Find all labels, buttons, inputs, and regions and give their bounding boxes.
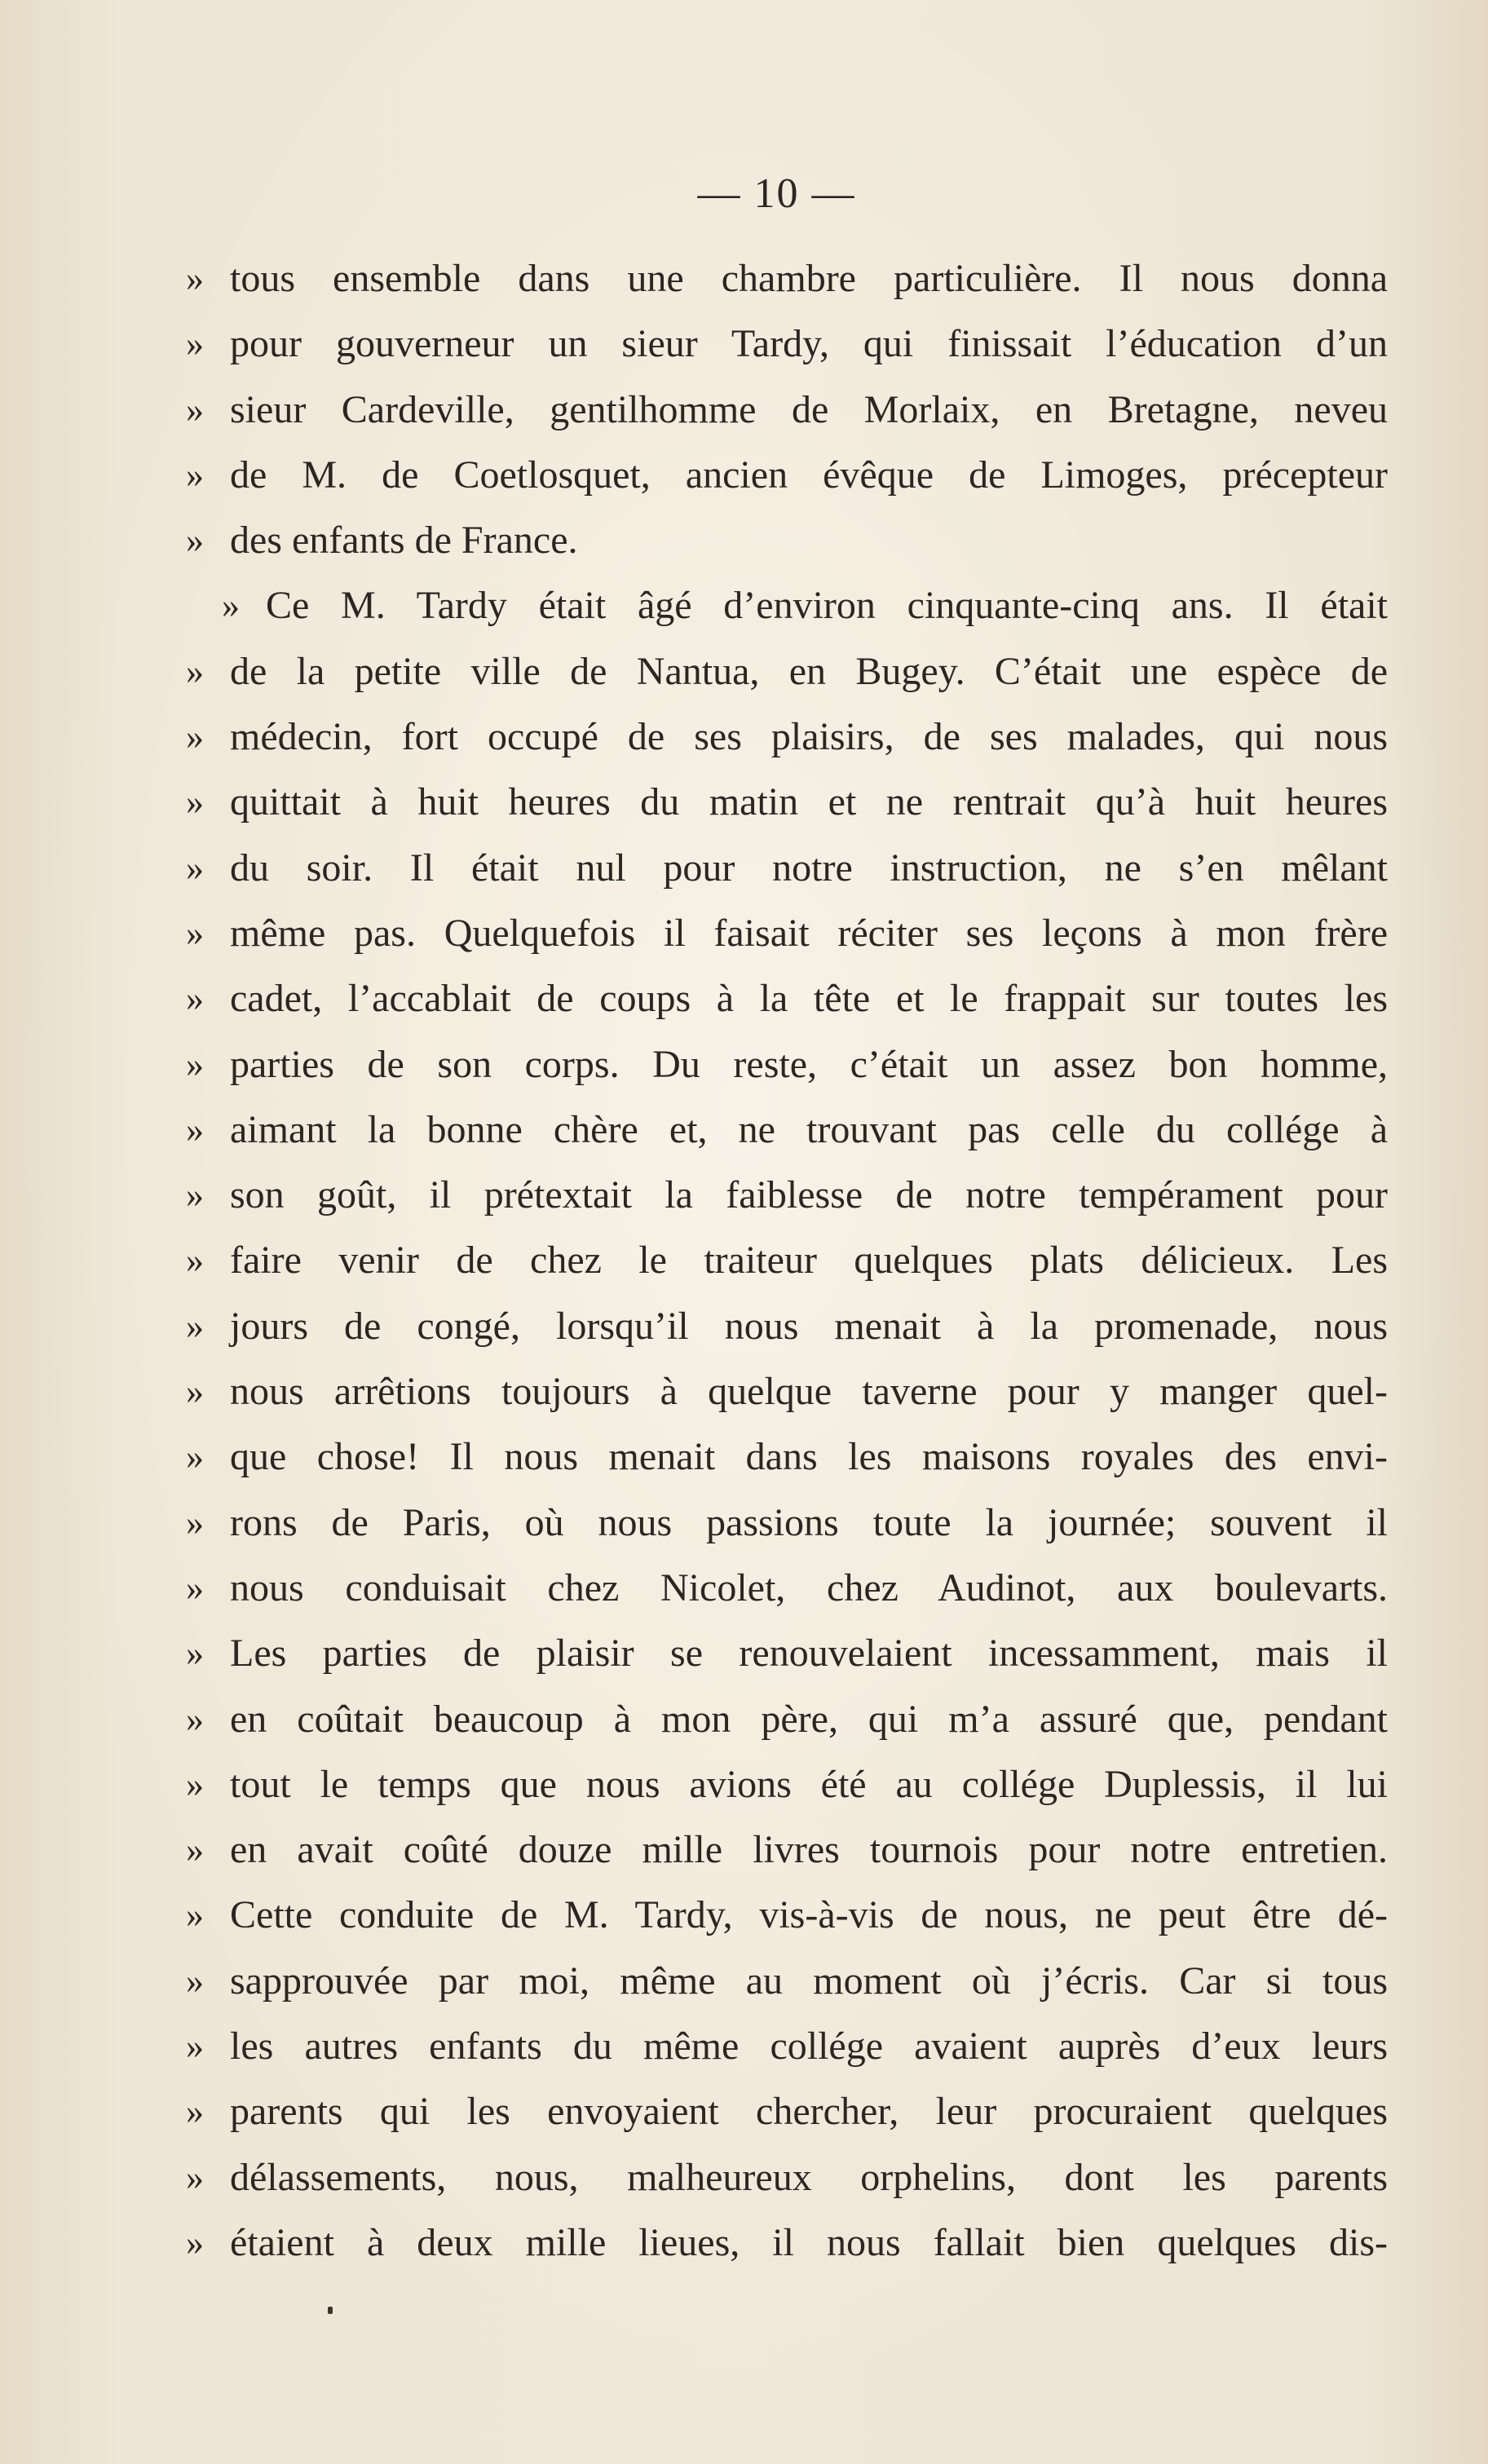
- line-text: tous ensemble dans une chambre particulière. Il nous donna: [230, 257, 1388, 300]
- quote-mark: »: [186, 978, 204, 1019]
- text-line: [186, 1359, 1388, 1424]
- line-text: sapprouvée par moi, même au moment où j’écris. Car si tous: [230, 1958, 1388, 2003]
- quote-mark: »: [186, 258, 204, 298]
- line-text: même pas. Quelquefois il faisait réciter ses leçons à mon frère: [230, 911, 1388, 955]
- text-line: [186, 1228, 1388, 1293]
- quote-mark: »: [186, 389, 204, 430]
- quote-mark: »: [186, 324, 204, 364]
- text-line: [186, 1621, 1388, 1686]
- quote-mark: »: [222, 585, 240, 626]
- line-text: Cette conduite de M. Tardy, vis-à-vis de nous, ne peut être dé-: [230, 1893, 1388, 1937]
- line-text: nous arrêtions toujours à quelque taverne pour y manger quel-: [230, 1370, 1388, 1414]
- line-text: de la petite ville de Nantua, en Bugey. C’était une espèce de: [230, 649, 1388, 693]
- line-text: tout le temps que nous avions été au collége Duplessis, il lui: [230, 1762, 1388, 1806]
- quote-mark: »: [186, 912, 204, 953]
- line-text: délassements, nous, malheureux orphelins, dont les parents: [230, 2155, 1388, 2199]
- quote-mark: »: [186, 2091, 204, 2132]
- text-line: [186, 639, 1388, 704]
- line-text: nous conduisait chez Nicolet, chez Audinot, aux boulevarts.: [230, 1565, 1388, 1610]
- line-text: rons de Paris, où nous passions toute la journée; souvent il: [230, 1500, 1388, 1544]
- text-line: [186, 836, 1388, 901]
- quote-mark: »: [186, 1830, 204, 1870]
- text-line: [186, 246, 1388, 311]
- quote-mark: »: [186, 651, 204, 691]
- quote-mark: »: [186, 1437, 204, 1477]
- quote-mark: »: [186, 1044, 204, 1084]
- text-line: [186, 1817, 1388, 1883]
- line-text: parties de son corps. Du reste, c’était un assez bon homme,: [230, 1042, 1388, 1086]
- quote-mark: »: [186, 1305, 204, 1346]
- quote-mark: »: [186, 1567, 204, 1608]
- text-line: [186, 704, 1388, 770]
- line-text: Les parties de plaisir se renouvelaient incessamment, mais il: [230, 1632, 1388, 1676]
- page-number: — 10 —: [697, 170, 856, 217]
- line-text: faire venir de chez le traiteur quelques plats délicieux. Les: [230, 1239, 1388, 1283]
- text-line: [186, 1883, 1388, 1948]
- line-text: étaient à deux mille lieues, il nous fallait bien quelques dis-: [230, 2220, 1388, 2264]
- text-line: [186, 770, 1388, 835]
- quote-mark: »: [186, 2222, 204, 2263]
- line-text: quittait à huit heures du matin et ne rentrait qu’à huit heures: [230, 780, 1388, 824]
- text-line: [186, 443, 1388, 508]
- line-text: parents qui les envoyaient chercher, leur procuraient quelques: [230, 2090, 1388, 2134]
- text-line: [186, 1424, 1388, 1490]
- line-text: son goût, il prétextait la faiblesse de notre tempérament pour: [230, 1173, 1388, 1217]
- quote-mark: »: [186, 1633, 204, 1674]
- text-line: [186, 1687, 1388, 1752]
- line-text: sieur Cardeville, gentilhomme de Morlaix, en Bretagne, neveu: [230, 387, 1388, 431]
- quote-mark: »: [186, 1175, 204, 1216]
- quote-mark: »: [186, 1895, 204, 1936]
- quote-mark: »: [186, 2026, 204, 2067]
- text-line: [186, 2210, 1388, 2276]
- text-line: [186, 311, 1388, 377]
- quote-mark: »: [186, 1109, 204, 1150]
- line-text: aimant la bonne chère et, ne trouvant pas celle du collége à: [230, 1107, 1388, 1151]
- text-line: [186, 1949, 1388, 2014]
- quote-mark: »: [186, 454, 204, 495]
- text-line: [186, 2014, 1388, 2079]
- quote-mark: »: [186, 1698, 204, 1739]
- line-text: les autres enfants du même collége avaient auprès d’eux leurs: [230, 2025, 1388, 2069]
- quote-mark: »: [186, 520, 204, 561]
- quote-mark: »: [186, 2157, 204, 2197]
- line-text: en coûtait beaucoup à mon père, qui m’a assuré que, pendant: [230, 1697, 1388, 1741]
- text-line: [186, 1490, 1388, 1556]
- quote-mark: »: [186, 1960, 204, 2001]
- line-text: du soir. Il était nul pour notre instruction, ne s’en mêlant: [230, 846, 1388, 890]
- quote-mark: »: [186, 847, 204, 888]
- line-text: cadet, l’accablait de coups à la tête et le frappait sur toutes les: [230, 977, 1388, 1021]
- line-text: pour gouverneur un sieur Tardy, qui finissait l’éducation d’un: [230, 322, 1388, 366]
- text-line: [186, 1752, 1388, 1817]
- line-text: que chose! Il nous menait dans les maisons royales des envi-: [230, 1435, 1388, 1479]
- line-text: en avait coûté douze mille livres tournois pour notre entretien.: [230, 1828, 1388, 1872]
- text-block: [186, 246, 1388, 2276]
- text-line: [186, 1294, 1388, 1359]
- text-line: [186, 1032, 1388, 1097]
- quote-mark: »: [186, 1240, 204, 1281]
- text-line: [186, 1163, 1388, 1228]
- text-line: [186, 378, 1388, 443]
- quote-mark: »: [186, 1371, 204, 1412]
- text-line: [186, 2145, 1388, 2210]
- text-line: [186, 2079, 1388, 2144]
- quote-mark: »: [186, 1764, 204, 1804]
- line-text: médecin, fort occupé de ses plaisirs, de ses malades, qui nous: [230, 715, 1388, 759]
- line-text: Ce M. Tardy était âgé d’environ cinquante-cinq ans. Il était: [266, 584, 1388, 628]
- quote-mark: »: [186, 1502, 204, 1543]
- line-text: jours de congé, lorsqu’il nous menait à la promenade, nous: [230, 1304, 1388, 1348]
- line-text: de M. de Coetlosquet, ancien évêque de Limoges, précepteur: [230, 453, 1388, 497]
- text-line: [186, 1097, 1388, 1163]
- text-line: [186, 901, 1388, 966]
- quote-mark: »: [186, 717, 204, 757]
- line-text: des enfants de France.: [230, 519, 578, 563]
- quote-mark: »: [186, 782, 204, 823]
- text-line: [186, 573, 1388, 638]
- ink-speck: [328, 2307, 333, 2314]
- text-line: [186, 508, 1388, 573]
- text-line: [186, 1556, 1388, 1621]
- text-line: [186, 966, 1388, 1031]
